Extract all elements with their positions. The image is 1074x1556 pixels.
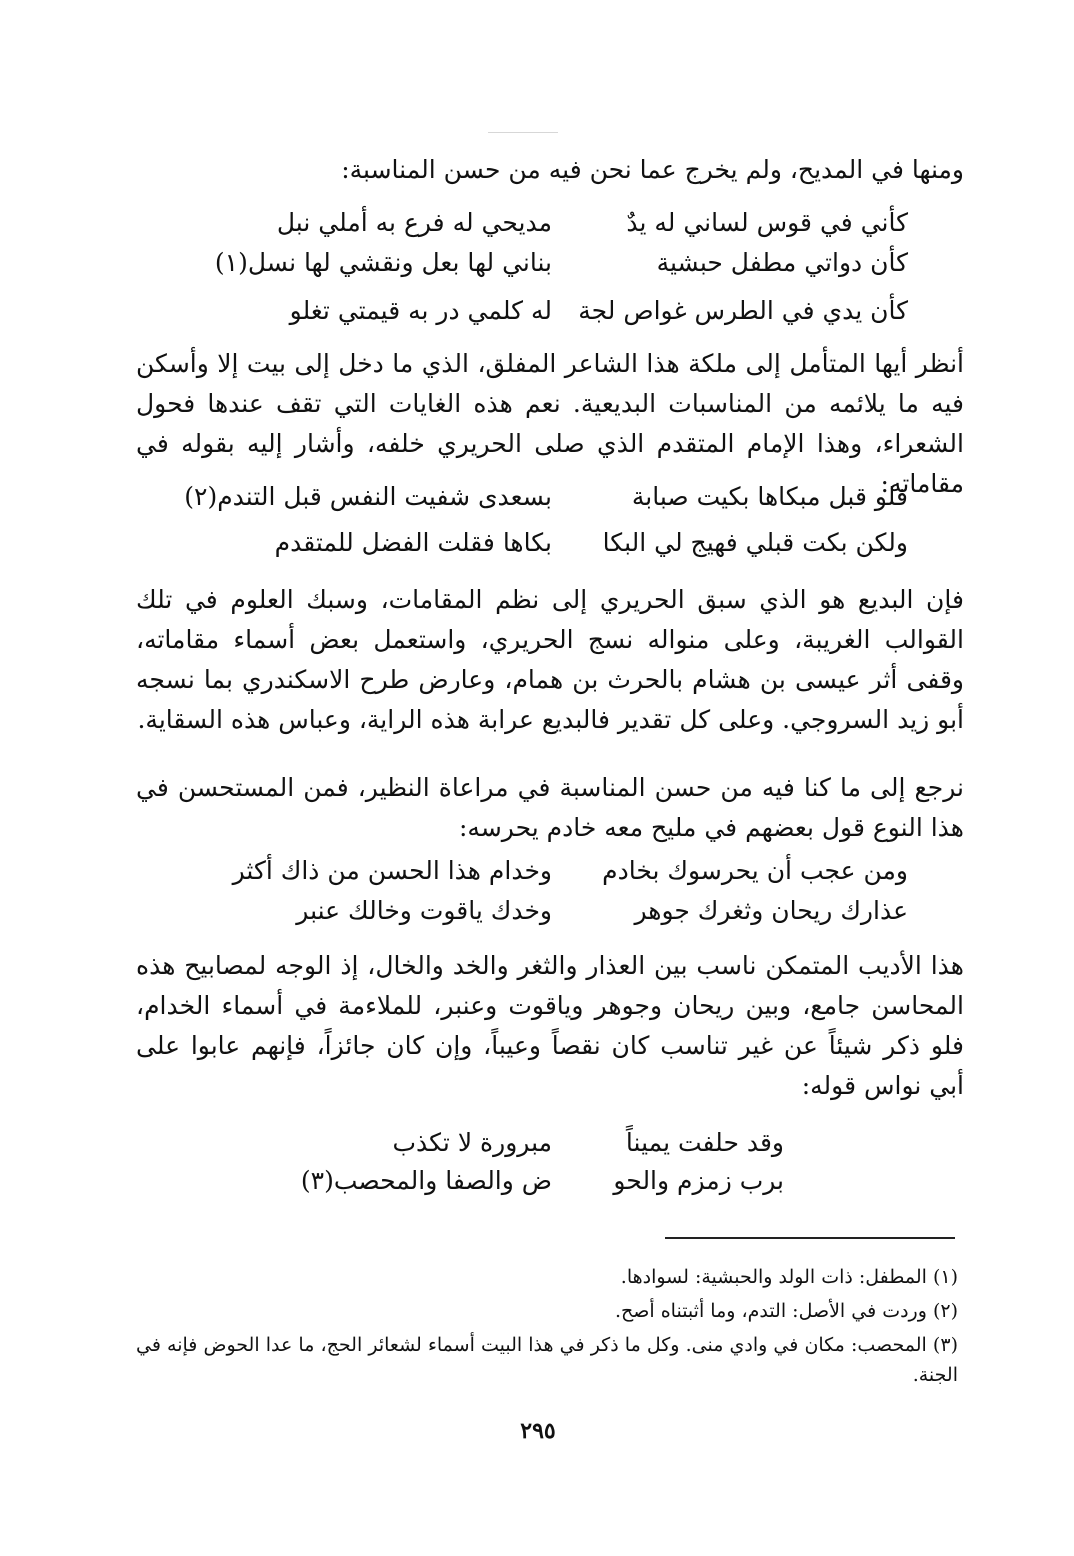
verse-8-right: وقد حلفت يميناً <box>625 1128 784 1157</box>
intro-paragraph: ومنها في المديح، ولم يخرج عما نحن فيه من حسن المناسبة: <box>341 155 964 184</box>
footnote-3: (٣) المحصب: مكان في وادي منى. وكل ما ذكر في هذا البيت أسماء لشعائر الحج، ما عدا الحوض فإنه في الجنة. <box>136 1334 958 1386</box>
verse-1-left: مديحي له فرع به أملي نبل <box>276 208 552 237</box>
verse-2-right: كأن دواتي مطفل حبشية <box>656 248 908 277</box>
verse-3-right: كأن يدي في الطرس غواص لجة <box>578 296 908 325</box>
paragraph-4: هذا الأديب المتمكن ناسب بين العذار والثغر والخد والخال، إذ الوجه لمصابيح هذه المحاسن جامع، وبين ريحان وجوهر وياقوت وعنبر، للملاءمة في أسماء الخدام، فلو ذكر شيئاً عن غير تناسب كان نقصاً وعيباً، وإن كان جائزاً، فإنهم عابوا على أبي نواس قوله: <box>136 951 964 1100</box>
footnote-2: (٢) وردت في الأصل: التدم، وما أثبتناه أصح. <box>614 1300 958 1322</box>
verse-2-left: بناني لها بعل ونقشي لها نسل(١) <box>214 248 552 277</box>
verse-5-left: بكاها فقلت الفضل للمتقدم <box>274 528 552 557</box>
footnote-divider <box>665 1237 955 1239</box>
verse-6-right: ومن عجب أن يحرسوك بخادم <box>602 856 908 885</box>
verse-9-right: برب زمزم والحو <box>613 1166 784 1195</box>
paragraph-1: أنظر أيها المتأمل إلى ملكة هذا الشاعر المفلق، الذي ما دخل إلى بيت إلا وأسكن فيه ما يلائمه من المناسبات البديعية. نعم هذه الغايات التي تقف عندها فحول الشعراء، وهذا الإمام المتقدم الذي صلى الحريري خلفه، وأشار إليه بقوله في مقاماته: <box>136 349 964 498</box>
verse-3-left: له كلمي در به قيمتي تغلو <box>289 296 552 325</box>
verse-7-right: عذارك ريحان وثغرك جوهر <box>634 896 908 925</box>
verse-4-right: فلو قبل مبكاها بكيت صبابة <box>631 482 908 511</box>
footnote-1: (١) المطفل: ذات الولد والحبشية: لسوادها. <box>620 1266 958 1288</box>
paragraph-3: نرجع إلى ما كنا فيه من حسن المناسبة في مراعاة النظير، فمن المستحسن في هذا النوع قول بعضهم في مليح معه خادم يحرسه: <box>136 773 964 842</box>
verse-9-left: ض والصفا والمحصب(٣) <box>300 1166 552 1195</box>
page-number: ٢٩٥ <box>520 1418 556 1444</box>
verse-4-left: بسعدى شفيت النفس قبل التندم(٢) <box>184 482 552 511</box>
top-decorative-mark <box>488 132 558 133</box>
verse-5-right: ولكن بكت قبلي فهيج لي البكا <box>602 528 908 557</box>
paragraph-2: فإن البديع هو الذي سبق الحريري إلى نظم المقامات، وسبك العلوم في تلك القوالب الغريبة، وعلى منواله نسج الحريري، واستعمل بعض أسماء مقاماته، وقفى أثر عيسى بن هشام بالحرث بن همام، وعارض طرح الاسكندري بما نسجه أبو زيد السروجي. وعلى كل تقدير فالبديع عرابة هذه الراية، وعباس هذه السقاية. <box>136 585 964 734</box>
verse-1-right: كأني في قوس لساني له يدٌ <box>626 208 908 237</box>
verse-8-left: مبرورة لا تكذب <box>392 1128 552 1157</box>
verse-7-left: وخدك ياقوت وخالك عنبر <box>296 896 552 925</box>
verse-6-left: وخدام هذا الحسن من ذاك أكثر <box>232 856 552 885</box>
